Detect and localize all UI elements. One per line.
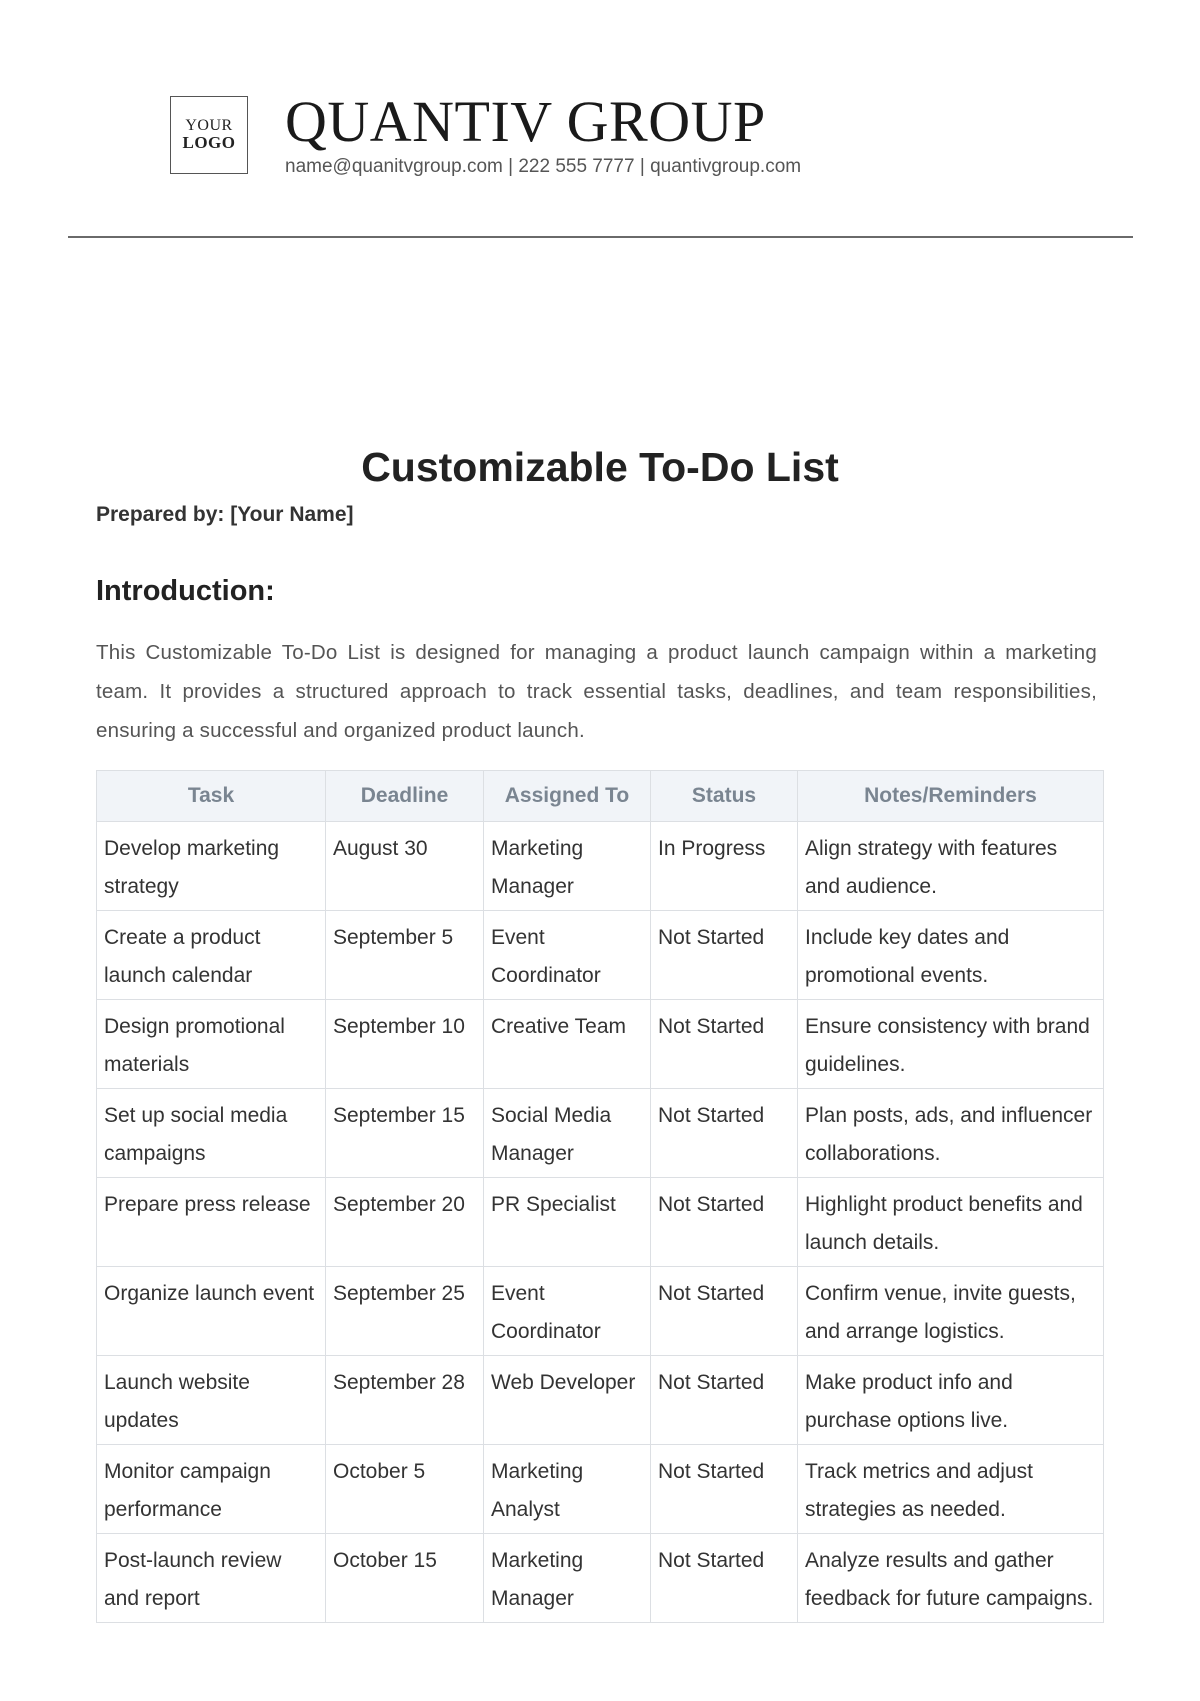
table-row: [97, 911, 1104, 1000]
status-cell: Not Started: [651, 1445, 798, 1534]
column-header-deadline: Deadline: [326, 771, 484, 822]
deadline-cell: September 28: [326, 1356, 484, 1445]
column-header-status: Status: [651, 771, 798, 822]
deadline-cell: September 15: [326, 1089, 484, 1178]
notes-cell: Track metrics and adjust strategies as needed.: [798, 1445, 1104, 1534]
table-row: [97, 1356, 1104, 1445]
column-header-assigned-to: Assigned To: [484, 771, 651, 822]
table-row: [97, 1000, 1104, 1089]
assigned-cell: Event Coordinator: [484, 911, 651, 1000]
deadline-cell: August 30: [326, 822, 484, 911]
task-cell: Launch website updates: [97, 1356, 326, 1445]
logo-placeholder: [170, 96, 248, 174]
status-cell: Not Started: [651, 911, 798, 1000]
logo-text-top: YOUR: [185, 116, 233, 134]
deadline-cell: September 20: [326, 1178, 484, 1267]
deadline-cell: September 5: [326, 911, 484, 1000]
column-header-task: Task: [97, 771, 326, 822]
assigned-cell: Social Media Manager: [484, 1089, 651, 1178]
deadline-cell: September 25: [326, 1267, 484, 1356]
prepared-by: Prepared by: [Your Name]: [96, 503, 354, 526]
status-cell: Not Started: [651, 1000, 798, 1089]
task-cell: Monitor campaign performance: [97, 1445, 326, 1534]
deadline-cell: September 10: [326, 1000, 484, 1089]
table-header-row: [97, 771, 1104, 822]
table-row: [97, 1267, 1104, 1356]
task-cell: Set up social media campaigns: [97, 1089, 326, 1178]
deadline-cell: October 15: [326, 1534, 484, 1623]
assigned-cell: Creative Team: [484, 1000, 651, 1089]
contact-info: name@quanitvgroup.com | 222 555 7777 | quantivgroup.com: [285, 156, 802, 177]
table-row: [97, 1089, 1104, 1178]
assigned-cell: Marketing Manager: [484, 1534, 651, 1623]
letterhead: [170, 89, 802, 178]
notes-cell: Analyze results and gather feedback for future campaigns.: [798, 1534, 1104, 1623]
status-cell: Not Started: [651, 1356, 798, 1445]
table-row: [97, 822, 1104, 911]
table-row: [97, 1534, 1104, 1623]
task-cell: Design promotional materials: [97, 1000, 326, 1089]
notes-cell: Align strategy with features and audience.: [798, 822, 1104, 911]
document-title: Customizable To-Do List: [361, 444, 839, 490]
company-name: QUANTIV GROUP: [285, 89, 766, 154]
task-cell: Develop marketing strategy: [97, 822, 326, 911]
assigned-cell: Marketing Manager: [484, 822, 651, 911]
status-cell: Not Started: [651, 1089, 798, 1178]
assigned-cell: Event Coordinator: [484, 1267, 651, 1356]
status-cell: Not Started: [651, 1534, 798, 1623]
todo-table: [96, 770, 1104, 1623]
assigned-cell: PR Specialist: [484, 1178, 651, 1267]
task-cell: Prepare press release: [97, 1178, 326, 1267]
status-cell: Not Started: [651, 1267, 798, 1356]
brand-block: [285, 89, 802, 178]
task-cell: Organize launch event: [97, 1267, 326, 1356]
notes-cell: Plan posts, ads, and influencer collaborations.: [798, 1089, 1104, 1178]
notes-cell: Make product info and purchase options live.: [798, 1356, 1104, 1445]
deadline-cell: October 5: [326, 1445, 484, 1534]
status-cell: In Progress: [651, 822, 798, 911]
notes-cell: Include key dates and promotional events.: [798, 911, 1104, 1000]
task-cell: Post-launch review and report: [97, 1534, 326, 1623]
header-divider: [68, 236, 1133, 238]
notes-cell: Highlight product benefits and launch details.: [798, 1178, 1104, 1267]
logo-text-bottom: LOGO: [182, 133, 236, 153]
table-row: [97, 1445, 1104, 1534]
status-cell: Not Started: [651, 1178, 798, 1267]
notes-cell: Ensure consistency with brand guidelines.: [798, 1000, 1104, 1089]
table-row: [97, 1178, 1104, 1267]
introduction-heading: Introduction:: [96, 575, 275, 607]
assigned-cell: Marketing Analyst: [484, 1445, 651, 1534]
column-header-notes: Notes/Reminders: [798, 771, 1104, 822]
assigned-cell: Web Developer: [484, 1356, 651, 1445]
task-cell: Create a product launch calendar: [97, 911, 326, 1000]
notes-cell: Confirm venue, invite guests, and arrange logistics.: [798, 1267, 1104, 1356]
introduction-text: This Customizable To-Do List is designed for managing a product launch campaign within a marketing team. It provides a structured approach to track essential tasks, deadlines, and team responsibilities, ensuring a successful and organized product launch.: [96, 641, 1097, 742]
